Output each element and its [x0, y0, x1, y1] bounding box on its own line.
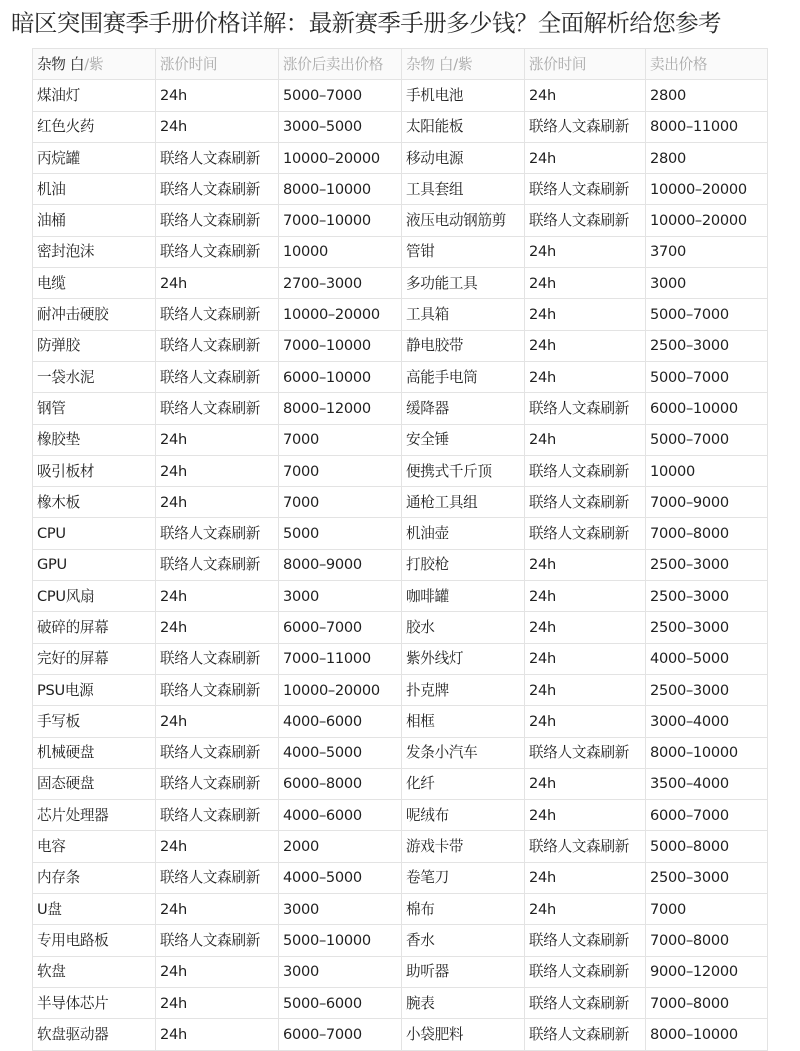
table-row: [33, 518, 768, 549]
table-cell-raise-time: 联络人文森刷新: [525, 487, 646, 518]
table-cell-item-name: 煤油灯: [33, 80, 156, 111]
table-cell-raise-time: 24h: [525, 643, 646, 674]
table-row: [33, 111, 768, 142]
table-row: [33, 737, 768, 768]
table-cell-raise-time: 联络人文森刷新: [156, 236, 279, 267]
table-cell-sell-price: 3000: [279, 894, 402, 925]
table-cell-item-name: 化纤: [402, 768, 525, 799]
table-cell-raise-time: 24h: [525, 142, 646, 173]
table-cell-item-name: 紫外线灯: [402, 643, 525, 674]
table-cell-raise-time: 24h: [525, 581, 646, 612]
table-row: [33, 987, 768, 1018]
table-cell-item-name: 高能手电筒: [402, 361, 525, 392]
table-cell-item-name: 发条小汽车: [402, 737, 525, 768]
table-cell-raise-time: 联络人文森刷新: [156, 299, 279, 330]
table-cell-sell-price: 10000–20000: [279, 674, 402, 705]
table-cell-sell-price: 10000–20000: [646, 205, 768, 236]
table-row: [33, 768, 768, 799]
table-cell-raise-time: 24h: [525, 894, 646, 925]
table-cell-raise-time: 联络人文森刷新: [525, 925, 646, 956]
table-row: [33, 612, 768, 643]
table-cell-sell-price: 6000–7000: [279, 612, 402, 643]
table-cell-item-name: CPU风扇: [33, 581, 156, 612]
table-cell-sell-price: 4000–5000: [646, 643, 768, 674]
table-cell-item-name: 电缆: [33, 268, 156, 299]
table-cell-sell-price: 4000–5000: [279, 737, 402, 768]
table-cell-raise-time: 24h: [525, 706, 646, 737]
table-row: [33, 894, 768, 925]
table-cell-raise-time: 24h: [156, 612, 279, 643]
table-cell-item-name: 腕表: [402, 987, 525, 1018]
table-cell-sell-price: 10000–20000: [279, 299, 402, 330]
table-cell-item-name: 太阳能板: [402, 111, 525, 142]
table-cell-raise-time: 联络人文森刷新: [156, 674, 279, 705]
header-item-col-2: [402, 49, 525, 80]
header-label-light: 杂物 白/紫: [406, 55, 473, 73]
table-cell-item-name: 管钳: [402, 236, 525, 267]
table-cell-raise-time: 24h: [525, 330, 646, 361]
table-cell-raise-time: 24h: [525, 299, 646, 330]
table-cell-sell-price: 3000: [646, 268, 768, 299]
table-cell-sell-price: 7000–10000: [279, 330, 402, 361]
article-title: 暗区突围赛季手册价格详解：最新赛季手册多少钱？全面解析给您参考: [11, 9, 721, 37]
table-cell-item-name: 打胶枪: [402, 549, 525, 580]
table-cell-sell-price: 3500–4000: [646, 768, 768, 799]
table-header-row: [33, 49, 768, 80]
table-cell-sell-price: 2700–3000: [279, 268, 402, 299]
table-cell-sell-price: 5000–10000: [279, 925, 402, 956]
table-cell-sell-price: 4000–6000: [279, 800, 402, 831]
table-cell-item-name: 电容: [33, 831, 156, 862]
table-cell-item-name: 液压电动钢筋剪: [402, 205, 525, 236]
table-cell-item-name: 软盘驱动器: [33, 1019, 156, 1050]
table-cell-raise-time: 联络人文森刷新: [156, 768, 279, 799]
table-cell-sell-price: 3700: [646, 236, 768, 267]
table-cell-item-name: 丙烷罐: [33, 142, 156, 173]
table-cell-raise-time: 联络人文森刷新: [525, 393, 646, 424]
table-cell-item-name: 小袋肥料: [402, 1019, 525, 1050]
table-cell-raise-time: 联络人文森刷新: [525, 455, 646, 486]
table-cell-sell-price: 2500–3000: [646, 674, 768, 705]
table-cell-raise-time: 联络人文森刷新: [156, 518, 279, 549]
table-cell-sell-price: 7000–8000: [646, 925, 768, 956]
table-cell-item-name: 钢管: [33, 393, 156, 424]
table-cell-sell-price: 3000–4000: [646, 706, 768, 737]
table-cell-item-name: 香水: [402, 925, 525, 956]
table-cell-item-name: 耐冲击硬胶: [33, 299, 156, 330]
table-row: [33, 706, 768, 737]
table-cell-item-name: 工具箱: [402, 299, 525, 330]
table-cell-sell-price: 8000–10000: [646, 1019, 768, 1050]
table-cell-item-name: 防弹胶: [33, 330, 156, 361]
table-cell-sell-price: 5000–7000: [279, 80, 402, 111]
table-cell-raise-time: 24h: [156, 487, 279, 518]
table-cell-item-name: 相框: [402, 706, 525, 737]
table-row: [33, 424, 768, 455]
table-row: [33, 925, 768, 956]
table-cell-sell-price: 6000–7000: [279, 1019, 402, 1050]
table-cell-raise-time: 24h: [156, 111, 279, 142]
header-label-light: 涨价时间: [160, 55, 218, 73]
table-cell-raise-time: 24h: [156, 956, 279, 987]
table-cell-item-name: CPU: [33, 518, 156, 549]
table-cell-sell-price: 8000–11000: [646, 111, 768, 142]
table-cell-sell-price: 2500–3000: [646, 330, 768, 361]
header-label-light: 涨价后卖出价格: [283, 55, 384, 73]
table-cell-item-name: 吸引板材: [33, 455, 156, 486]
table-cell-raise-time: 24h: [156, 80, 279, 111]
table-cell-item-name: 芯片处理器: [33, 800, 156, 831]
table-row: [33, 299, 768, 330]
table-cell-raise-time: 24h: [525, 674, 646, 705]
table-cell-sell-price: 7000–8000: [646, 518, 768, 549]
table-cell-item-name: 移动电源: [402, 142, 525, 173]
header-item-col-1: [33, 49, 156, 80]
table-row: [33, 862, 768, 893]
price-table: [32, 48, 768, 1051]
table-cell-item-name: 游戏卡带: [402, 831, 525, 862]
table-cell-sell-price: 2000: [279, 831, 402, 862]
table-row: [33, 831, 768, 862]
table-cell-item-name: 密封泡沫: [33, 236, 156, 267]
table-cell-sell-price: 10000–20000: [646, 174, 768, 205]
table-cell-item-name: 机油壶: [402, 518, 525, 549]
table-cell-raise-time: 24h: [156, 987, 279, 1018]
table-cell-sell-price: 5000–7000: [646, 299, 768, 330]
table-cell-item-name: PSU电源: [33, 674, 156, 705]
table-cell-item-name: 胶水: [402, 612, 525, 643]
table-cell-raise-time: 24h: [156, 894, 279, 925]
table-row: [33, 1019, 768, 1050]
table-cell-item-name: 多功能工具: [402, 268, 525, 299]
table-cell-raise-time: 联络人文森刷新: [525, 205, 646, 236]
table-row: [33, 236, 768, 267]
table-cell-raise-time: 联络人文森刷新: [156, 862, 279, 893]
table-cell-item-name: 缓降器: [402, 393, 525, 424]
table-row: [33, 581, 768, 612]
table-cell-raise-time: 24h: [525, 236, 646, 267]
table-cell-item-name: 橡木板: [33, 487, 156, 518]
table-cell-raise-time: 联络人文森刷新: [156, 549, 279, 580]
table-cell-sell-price: 2500–3000: [646, 612, 768, 643]
table-cell-sell-price: 7000–8000: [646, 987, 768, 1018]
table-cell-item-name: 便携式千斤顶: [402, 455, 525, 486]
table-cell-raise-time: 联络人文森刷新: [525, 1019, 646, 1050]
table-row: [33, 205, 768, 236]
table-cell-raise-time: 24h: [156, 268, 279, 299]
table-cell-item-name: 内存条: [33, 862, 156, 893]
table-cell-sell-price: 7000: [279, 424, 402, 455]
table-row: [33, 455, 768, 486]
table-cell-item-name: 破碎的屏幕: [33, 612, 156, 643]
table-cell-sell-price: 6000–8000: [279, 768, 402, 799]
table-cell-raise-time: 24h: [156, 831, 279, 862]
table-cell-raise-time: 联络人文森刷新: [156, 393, 279, 424]
table-cell-raise-time: 24h: [525, 800, 646, 831]
table-cell-raise-time: 联络人文森刷新: [525, 518, 646, 549]
table-cell-item-name: 专用电路板: [33, 925, 156, 956]
table-cell-item-name: 呢绒布: [402, 800, 525, 831]
table-cell-raise-time: 联络人文森刷新: [156, 737, 279, 768]
table-cell-sell-price: 7000: [279, 487, 402, 518]
table-cell-sell-price: 8000–12000: [279, 393, 402, 424]
table-cell-raise-time: 24h: [525, 268, 646, 299]
table-cell-raise-time: 联络人文森刷新: [156, 925, 279, 956]
table-cell-sell-price: 2800: [646, 142, 768, 173]
table-cell-sell-price: 6000–10000: [279, 361, 402, 392]
table-cell-sell-price: 2500–3000: [646, 581, 768, 612]
table-cell-raise-time: 联络人文森刷新: [156, 361, 279, 392]
table-cell-item-name: 通枪工具组: [402, 487, 525, 518]
table-cell-raise-time: 24h: [525, 612, 646, 643]
table-cell-sell-price: 5000–6000: [279, 987, 402, 1018]
table-cell-sell-price: 8000–9000: [279, 549, 402, 580]
table-cell-raise-time: 联络人文森刷新: [156, 800, 279, 831]
table-row: [33, 549, 768, 580]
table-cell-sell-price: 2800: [646, 80, 768, 111]
table-cell-sell-price: 4000–5000: [279, 862, 402, 893]
table-cell-sell-price: 9000–12000: [646, 956, 768, 987]
table-cell-item-name: 完好的屏幕: [33, 643, 156, 674]
table-cell-sell-price: 5000–7000: [646, 424, 768, 455]
table-cell-sell-price: 10000: [646, 455, 768, 486]
table-cell-raise-time: 24h: [156, 1019, 279, 1050]
table-cell-item-name: 扑克牌: [402, 674, 525, 705]
table-body: [33, 80, 768, 1050]
table-cell-raise-time: 24h: [156, 581, 279, 612]
table-cell-item-name: 机械硬盘: [33, 737, 156, 768]
table-cell-sell-price: 7000–10000: [279, 205, 402, 236]
table-cell-item-name: 红色火药: [33, 111, 156, 142]
table-cell-item-name: 静电胶带: [402, 330, 525, 361]
table-cell-raise-time: 联络人文森刷新: [156, 205, 279, 236]
table-cell-sell-price: 8000–10000: [279, 174, 402, 205]
table-cell-item-name: 油桶: [33, 205, 156, 236]
table-row: [33, 956, 768, 987]
table-cell-item-name: 安全锤: [402, 424, 525, 455]
table-cell-item-name: 手机电池: [402, 80, 525, 111]
table-cell-sell-price: 2500–3000: [646, 862, 768, 893]
table-cell-item-name: 手写板: [33, 706, 156, 737]
table-row: [33, 487, 768, 518]
table-cell-sell-price: 7000–11000: [279, 643, 402, 674]
table-row: [33, 142, 768, 173]
table-cell-raise-time: 联络人文森刷新: [156, 142, 279, 173]
table-cell-raise-time: 24h: [525, 424, 646, 455]
table-cell-sell-price: 10000–20000: [279, 142, 402, 173]
table-cell-raise-time: 24h: [156, 455, 279, 486]
table-cell-sell-price: 7000: [646, 894, 768, 925]
table-row: [33, 800, 768, 831]
table-row: [33, 174, 768, 205]
table-cell-sell-price: 5000–8000: [646, 831, 768, 862]
table-cell-item-name: 固态硬盘: [33, 768, 156, 799]
table-cell-raise-time: 联络人文森刷新: [525, 737, 646, 768]
table-cell-sell-price: 7000–9000: [646, 487, 768, 518]
table-cell-sell-price: 5000: [279, 518, 402, 549]
header-price-col-2: [646, 49, 768, 80]
header-label-dark: 杂物 白: [37, 55, 85, 73]
table-cell-sell-price: 4000–6000: [279, 706, 402, 737]
table-cell-raise-time: 24h: [525, 862, 646, 893]
table-cell-raise-time: 24h: [525, 80, 646, 111]
table-cell-raise-time: 24h: [156, 424, 279, 455]
table-cell-raise-time: 24h: [525, 549, 646, 580]
table-cell-sell-price: 6000–7000: [646, 800, 768, 831]
header-time-col-2: [525, 49, 646, 80]
table-cell-sell-price: 3000: [279, 956, 402, 987]
table-row: [33, 674, 768, 705]
table-cell-sell-price: 3000–5000: [279, 111, 402, 142]
table-cell-item-name: 工具套组: [402, 174, 525, 205]
table-cell-raise-time: 联络人文森刷新: [156, 330, 279, 361]
table-cell-item-name: 机油: [33, 174, 156, 205]
table-cell-raise-time: 24h: [156, 706, 279, 737]
table-cell-raise-time: 联络人文森刷新: [525, 174, 646, 205]
table-cell-raise-time: 联络人文森刷新: [525, 831, 646, 862]
table-cell-sell-price: 10000: [279, 236, 402, 267]
header-label-light: 卖出价格: [650, 55, 708, 73]
header-label-light: /紫: [84, 55, 104, 73]
table-cell-raise-time: 联络人文森刷新: [156, 174, 279, 205]
table-cell-item-name: 橡胶垫: [33, 424, 156, 455]
table-cell-sell-price: 6000–10000: [646, 393, 768, 424]
table-cell-item-name: 棉布: [402, 894, 525, 925]
table-cell-sell-price: 7000: [279, 455, 402, 486]
table-cell-sell-price: 2500–3000: [646, 549, 768, 580]
table-cell-raise-time: 24h: [525, 361, 646, 392]
table-cell-item-name: 咖啡罐: [402, 581, 525, 612]
table-cell-item-name: 一袋水泥: [33, 361, 156, 392]
table-row: [33, 393, 768, 424]
header-time-col-1: [156, 49, 279, 80]
table-cell-sell-price: 5000–7000: [646, 361, 768, 392]
table-cell-sell-price: 3000: [279, 581, 402, 612]
table-row: [33, 268, 768, 299]
table-cell-item-name: U盘: [33, 894, 156, 925]
table-row: [33, 361, 768, 392]
header-label-light: 涨价时间: [529, 55, 587, 73]
table-cell-item-name: 半导体芯片: [33, 987, 156, 1018]
table-cell-raise-time: 24h: [525, 768, 646, 799]
table-row: [33, 643, 768, 674]
table-cell-raise-time: 联络人文森刷新: [525, 956, 646, 987]
table-cell-raise-time: 联络人文森刷新: [525, 111, 646, 142]
table-cell-item-name: 软盘: [33, 956, 156, 987]
table-cell-sell-price: 8000–10000: [646, 737, 768, 768]
table-row: [33, 330, 768, 361]
header-price-col-1: [279, 49, 402, 80]
table-cell-item-name: 卷笔刀: [402, 862, 525, 893]
table-cell-raise-time: 联络人文森刷新: [525, 987, 646, 1018]
table-row: [33, 80, 768, 111]
table-cell-raise-time: 联络人文森刷新: [156, 643, 279, 674]
table-cell-item-name: 助听器: [402, 956, 525, 987]
table-cell-item-name: GPU: [33, 549, 156, 580]
